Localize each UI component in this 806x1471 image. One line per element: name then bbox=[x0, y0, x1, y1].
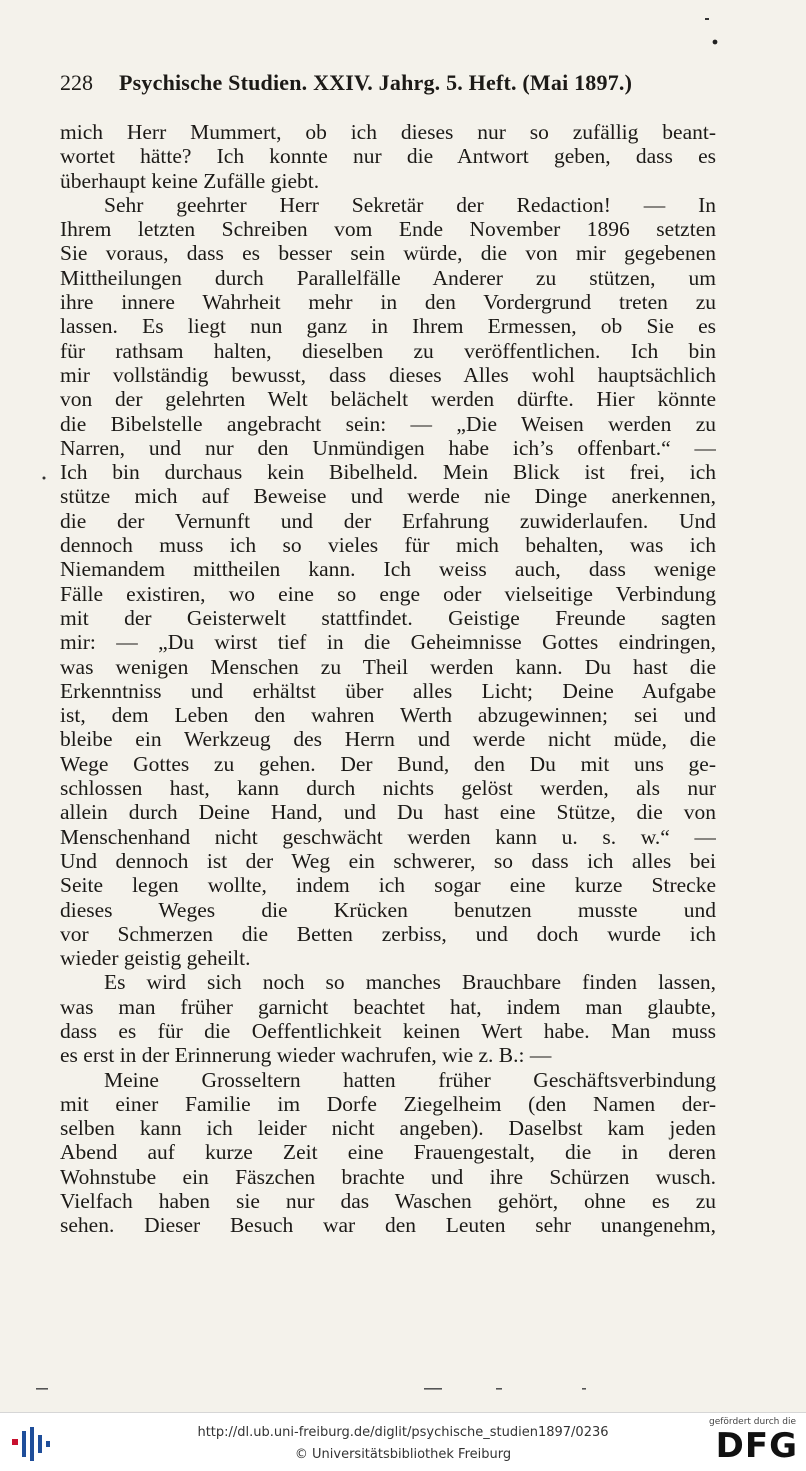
journal-title: Psychische Studien. XXIV. Jahrg. 5. Heft. (Mai 1897.) bbox=[119, 70, 633, 95]
text-line: von der gelehrten Welt belächelt werden dürfte. Hier könnte bbox=[60, 387, 716, 412]
text-line: für rathsam halten, dieselben zu veröffentlichen. Ich bin bbox=[60, 338, 716, 363]
text-line: Sehr geehrter Herr Sekretär der Redaction! — In bbox=[104, 192, 716, 217]
text-line: wieder geistig geheilt. bbox=[60, 946, 251, 971]
text-line: mit einer Familie im Dorfe Ziegelheim (den Namen der- bbox=[60, 1091, 716, 1116]
text-line: wortet hätte? Ich konnte nur die Antwort geben, dass es bbox=[60, 144, 716, 169]
dfg-logo-text: DFG bbox=[715, 1426, 798, 1466]
text-line: Menschenhand nicht geschwächt werden kann u. s. w.“ — bbox=[60, 824, 716, 849]
text-line: Ich bin durchaus kein Bibelheld. Mein Blick ist frei, ich bbox=[60, 460, 716, 485]
text-line: allein durch Deine Hand, und Du hast eine Stütze, die von bbox=[60, 800, 716, 825]
dfg-caption: gefördert durch die bbox=[709, 1417, 796, 1427]
text-line: stütze mich auf Beweise und werde nie Dinge anerkennen, bbox=[60, 484, 716, 509]
text-line: es erst in der Erinnerung wieder wachrufen, wie z. B.: — bbox=[60, 1043, 552, 1068]
text-line: Ihrem letzten Schreiben vom Ende November 1896 setzten bbox=[60, 217, 716, 242]
text-line: sehen. Dieser Besuch war den Leuten sehr unangenehm, bbox=[60, 1213, 716, 1238]
text-line: dennoch muss ich so vieles für mich behalten, was ich bbox=[60, 533, 716, 558]
text-line: mir vollständig bewusst, dass dieses Alles wohl hauptsächlich bbox=[60, 362, 716, 387]
page-number: 228 bbox=[60, 70, 93, 95]
source-url-link[interactable]: http://dl.ub.uni-freiburg.de/diglit/psychische_studien1897/0236 bbox=[197, 1425, 609, 1440]
text-line: Vielfach haben sie nur das Waschen gehört, ohne es zu bbox=[60, 1189, 716, 1214]
text-line: ihre innere Wahrheit mehr in den Vordergrund treten zu bbox=[60, 290, 716, 315]
text-line: die der Vernunft und der Erfahrung zuwiderlaufen. Und bbox=[60, 508, 716, 533]
text-line: überhaupt keine Zufälle giebt. bbox=[60, 168, 320, 193]
text-line: Erkenntniss und erhältst über alles Licht; Deine Aufgabe bbox=[60, 678, 716, 703]
text-line: was wenigen Menschen zu Theil werden kann. Du hast die bbox=[60, 654, 716, 679]
text-line: Es wird sich noch so manches Brauchbare finden lassen, bbox=[104, 970, 716, 995]
copyright-notice: © Universitätsbibliothek Freiburg bbox=[294, 1447, 512, 1462]
text-line: schlossen hast, kann durch nichts gelöst werden, als nur bbox=[60, 776, 716, 801]
text-line: vor Schmerzen die Betten zerbiss, und doch wurde ich bbox=[60, 921, 716, 946]
text-line: Seite legen wollte, indem ich sogar eine kurze Strecke bbox=[60, 873, 716, 898]
text-line: was man früher garnicht beachtet hat, indem man glaubte, bbox=[60, 994, 716, 1019]
text-line: dieses Weges die Krücken benutzen musste und bbox=[60, 897, 716, 922]
text-line: dass es für die Oeffentlichkeit keinen Wert habe. Man muss bbox=[60, 1018, 716, 1043]
text-line: Abend auf kurze Zeit eine Frauengestalt, die in deren bbox=[60, 1140, 716, 1165]
page-body-text bbox=[60, 120, 716, 1238]
viewer-footer bbox=[0, 1412, 806, 1471]
text-line: Narren, und nur den Unmündigen habe ich’s offenbart.“ — bbox=[60, 435, 716, 460]
text-line: Wege Gottes zu gehen. Der Bund, den Du mit uns ge- bbox=[60, 751, 716, 776]
text-line: lassen. Es liegt nun ganz in Ihrem Ermessen, ob Sie es bbox=[60, 314, 716, 339]
text-line: Sie voraus, dass es besser sein würde, die von mir gegebenen bbox=[60, 241, 716, 266]
text-line: selben kann ich leider nicht angeben). Daselbst kam jeden bbox=[60, 1116, 716, 1141]
text-line: mich Herr Mummert, ob ich dieses nur so zufällig beant- bbox=[60, 120, 716, 144]
text-line: Wohnstube ein Fäszchen brachte und ihre Schürzen wusch. bbox=[60, 1164, 716, 1189]
text-line: Mittheilungen durch Parallelfälle Anderer zu stützen, um bbox=[60, 265, 716, 290]
text-line: mit der Geisterwelt stattfindet. Geistige Freunde sagten bbox=[60, 605, 716, 630]
text-line: Meine Grosseltern hatten früher Geschäftsverbindung bbox=[104, 1067, 716, 1092]
text-line: Und dennoch ist der Weg ein schwerer, so dass ich alles bei bbox=[60, 848, 716, 873]
text-line: ist, dem Leben den wahren Werth abzugewinnen; sei und bbox=[60, 703, 716, 728]
running-header bbox=[60, 70, 720, 106]
text-line: die Bibelstelle angebracht sein: — „Die Weisen werden zu bbox=[60, 411, 716, 436]
text-line: mir: — „Du wirst tief in die Geheimnisse Gottes eindringen, bbox=[60, 630, 716, 655]
text-line: Niemandem mittheilen kann. Ich weiss auch, dass wenige bbox=[60, 557, 716, 582]
text-line: Fälle existiren, wo eine so enge oder vielseitige Verbindung bbox=[60, 581, 716, 606]
text-line: bleibe ein Werkzeug des Herrn und werde nicht müde, die bbox=[60, 727, 716, 752]
dfg-logo-icon bbox=[698, 1417, 798, 1469]
